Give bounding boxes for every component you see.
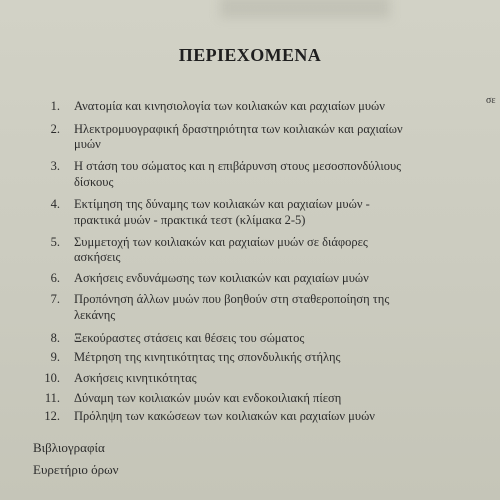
show-through-text — [220, 0, 390, 18]
back-matter-index: Ευρετήριο όρων — [33, 462, 119, 477]
toc-line: Ξεκούραστες στάσεις και θέσεις του σώματος — [74, 331, 305, 345]
toc-line: Ανατομία και κινησιολογία των κοιλιακών και ραχιαίων μυών — [74, 99, 385, 113]
toc-number: 12. — [44, 409, 60, 423]
toc-number: 2. — [50, 122, 60, 136]
toc-line: Ασκήσεις κινητικότητας — [74, 371, 197, 385]
toc-number: 1. — [50, 99, 60, 113]
toc-number: 5. — [50, 235, 60, 249]
toc-line: πρακτικά μυών - πρακτικά τεστ (κλίμακα 2-5) — [74, 213, 306, 227]
toc-number: 10. — [44, 371, 60, 385]
toc-line: Συμμετοχή των κοιλιακών και ραχιαίων μυών σε διάφορες — [74, 235, 368, 249]
toc-line: Προπόνηση άλλων μυών που βοηθούν στη σταθεροποίηση της — [74, 292, 390, 306]
toc-number: 3. — [50, 159, 60, 173]
back-matter-bibliography: Βιβλιογραφία — [33, 440, 105, 455]
page-column-label: σε — [486, 95, 496, 106]
toc-line: λεκάνης — [74, 308, 116, 322]
toc-number: 11. — [44, 391, 60, 405]
toc-number: 7. — [50, 292, 60, 306]
toc-line: Εκτίμηση της δύναμης των κοιλιακών και ραχιαίων μυών - — [74, 197, 370, 211]
toc-line: Πρόληψη των κακώσεων των κοιλιακών και ραχιαίων μυών — [74, 409, 375, 423]
toc-line: Μέτρηση της κινητικότητας της σπονδυλικής στήλης — [74, 350, 341, 364]
toc-line: ασκήσεις — [74, 250, 121, 264]
toc-number: 8. — [50, 331, 60, 345]
page-title: ΠΕΡΙΕΧΟΜΕΝΑ — [178, 45, 322, 65]
toc-line: Η στάση του σώματος και η επιβάρυνση στους μεσοσπονδύλιους — [74, 159, 402, 173]
toc-line: δίσκους — [74, 175, 114, 189]
toc-line: Ηλεκτρομυογραφική δραστηριότητα των κοιλιακών και ραχιαίων — [74, 122, 403, 136]
toc-number: 6. — [50, 271, 60, 285]
toc-line: μυών — [74, 137, 101, 151]
toc-line: Ασκήσεις ενδυνάμωσης των κοιλιακών και ραχιαίων μυών — [74, 271, 369, 285]
toc-number: 4. — [50, 197, 60, 211]
toc-line: Δύναμη των κοιλιακών μυών και ενδοκοιλιακή πίεση — [74, 391, 342, 405]
toc-number: 9. — [50, 350, 60, 364]
